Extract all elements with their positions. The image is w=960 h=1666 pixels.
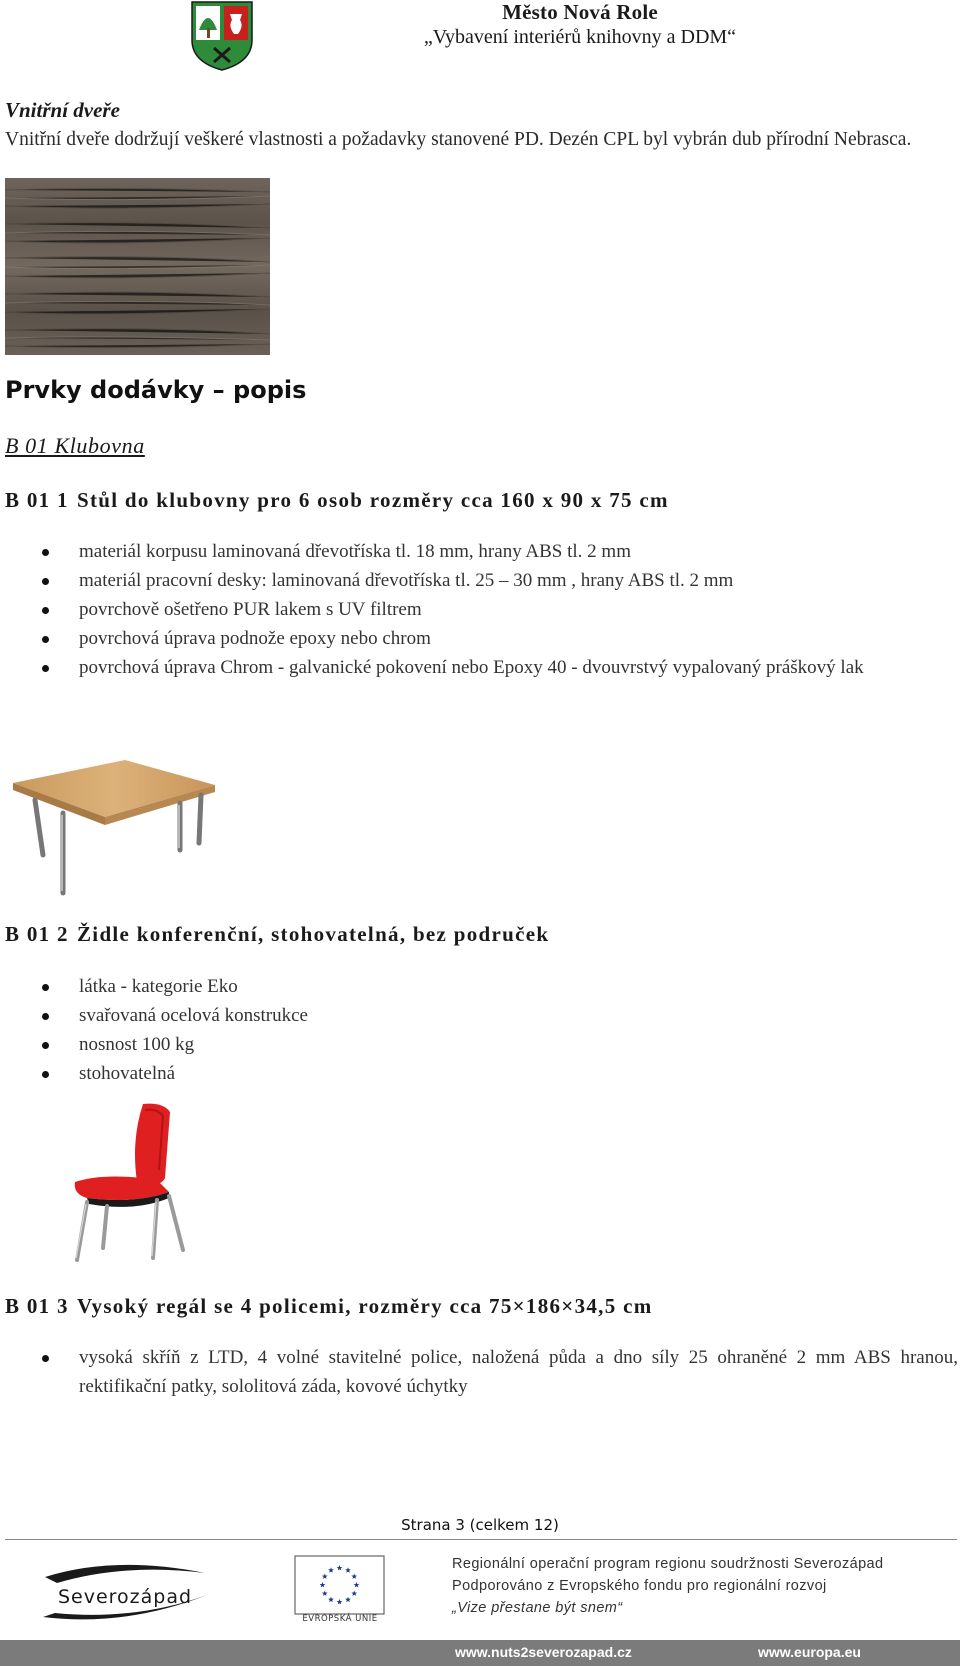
list-item: povrchová úprava podnože epoxy nebo chrom <box>40 624 958 653</box>
list-item: nosnost 100 kg <box>40 1030 958 1059</box>
list-item: stohovatelná <box>40 1059 958 1088</box>
bullet-icon <box>42 636 49 643</box>
chair-product-image <box>65 1100 205 1265</box>
list-item: povrchově ošetřeno PUR lakem s UV filtrem <box>40 595 958 624</box>
program-line-1: Regionální operační program regionu soudržnosti Severozápad <box>452 1556 884 1572</box>
bullet-icon <box>42 984 49 991</box>
wood-sample-image <box>5 178 270 355</box>
bullet-icon <box>42 607 49 614</box>
room-subheading: B 01 Klubovna <box>5 433 145 458</box>
item-code: B 01 2 <box>5 922 69 946</box>
bullet-icon <box>42 1355 49 1362</box>
list-item: povrchová úprava Chrom - galvanické pokovení nebo Epoxy 40 - dvouvrstvý vypalovaný práškový lak <box>40 653 958 682</box>
list-item: svařovaná ocelová konstrukce <box>40 1001 958 1030</box>
item-code: B 01 3 <box>5 1294 69 1318</box>
bullet-icon <box>42 549 49 556</box>
header-subtitle: „Vybavení interiérů knihovny a DDM“ <box>423 26 737 48</box>
list-item: vysoká skříň z LTD, 4 volné stavitelné police, naložená půda a dno síly 25 ohraněné 2 mm ABS hranou, rektifikační patky, sololitová záda, kovové úchytky <box>40 1343 958 1401</box>
bullet-icon <box>42 665 49 672</box>
bullet-icon <box>42 1013 49 1020</box>
bullet-icon <box>42 1042 49 1049</box>
item-title: Stůl do klubovny pro 6 osob rozměry cca 160 x 90 x 75 cm <box>77 488 669 512</box>
item-heading-table <box>5 488 669 513</box>
eu-label: EVROPSKÁ UNIE <box>302 1614 378 1624</box>
list-item: materiál korpusu laminovaná dřevotříska tl. 18 mm, hrany ABS tl. 2 mm <box>40 537 958 566</box>
town-crest-logo <box>190 0 254 72</box>
footer-divider <box>5 1539 957 1540</box>
table-product-image <box>5 755 220 900</box>
page-number: Strana 3 (celkem 12) <box>401 1516 559 1534</box>
footer-link-nuts2[interactable]: www.nuts2severozapad.cz <box>455 1644 632 1660</box>
bullet-icon <box>42 1071 49 1078</box>
item-heading-shelf <box>5 1294 652 1319</box>
program-line-3: „Vize přestane být snem“ <box>452 1600 623 1616</box>
table-spec-list <box>40 537 958 682</box>
program-line-2: Podporováno z Evropského fondu pro regionální rozvoj <box>452 1578 827 1594</box>
bullet-icon <box>42 578 49 585</box>
doors-heading: Vnitřní dveře <box>5 98 120 122</box>
shelf-spec-list <box>40 1343 958 1401</box>
list-item: materiál pracovní desky: laminovaná dřevotříska tl. 25 – 30 mm , hrany ABS tl. 2 mm <box>40 566 958 595</box>
item-heading-chair <box>5 922 549 947</box>
footer-link-europa[interactable]: www.europa.eu <box>758 1644 861 1660</box>
severozapad-logo-text: Severozápad <box>57 1586 193 1608</box>
chair-spec-list <box>40 972 958 1088</box>
severozapad-logo <box>35 1555 215 1625</box>
list-item: látka - kategorie Eko <box>40 972 958 1001</box>
item-code: B 01 1 <box>5 488 69 512</box>
item-title: Vysoký regál se 4 policemi, rozměry cca 75×186×34,5 cm <box>77 1294 653 1318</box>
header-title: Město Nová Role <box>502 0 658 24</box>
section-heading: Prvky dodávky – popis <box>5 376 307 404</box>
doors-text: Vnitřní dveře dodržují veškeré vlastnosti a požadavky stanovené PD. Dezén CPL byl vybrán dub přírodní Nebrasca. <box>5 129 912 150</box>
item-title: Židle konferenční, stohovatelná, bez područek <box>77 922 550 946</box>
